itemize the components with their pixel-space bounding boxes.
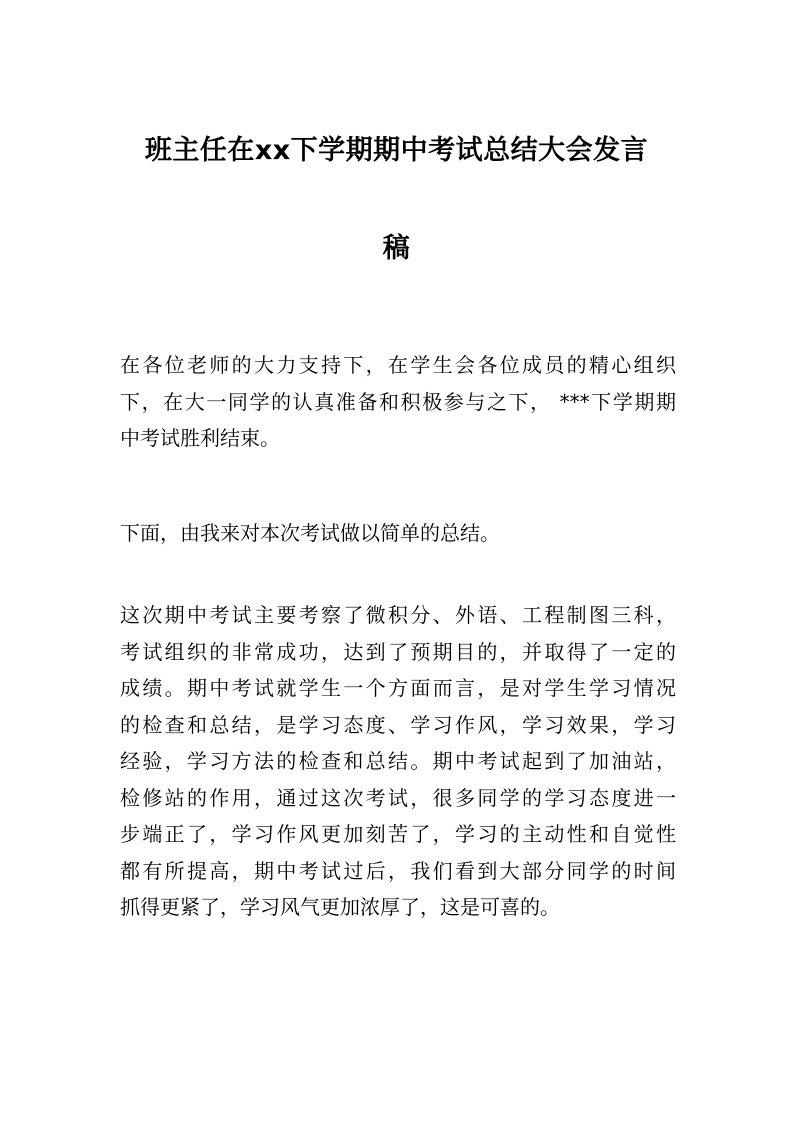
paragraph-intro (120, 347, 676, 457)
paragraph-line: 下面，由我来对本次考试做以简单的总结。 (120, 521, 500, 545)
paragraph-line: 步端正了，学习作风更加刻苦了，学习的主动性和自觉性 (120, 822, 676, 846)
paragraph-line: 都有所提高，期中考试过后，我们看到大部分同学的时间 (120, 858, 676, 883)
paragraph-line: 成绩。期中考试就学生一个方面而言，是对学生学习情况 (120, 676, 676, 700)
paragraph-line: 抓得更紧了，学习风气更加浓厚了，这是可喜的。 (120, 895, 560, 919)
document-title-continued: 稿 (382, 233, 411, 264)
paragraph-line: 检修站的作用，通过这次考试，很多同学的学习态度进一 (120, 785, 676, 810)
paragraph-line: 中考试胜利结束。 (120, 426, 280, 450)
document-title: 班主任在xx下学期期中考试总结大会发言 (144, 135, 649, 166)
paragraph-transition (120, 515, 676, 552)
paragraph-line: 这次期中考试主要考察了微积分、外语、工程制图三科， (120, 603, 676, 627)
paragraph-line: 在各位老师的大力支持下，在学生会各位成员的精心组织 (120, 353, 676, 377)
paragraph-line: 的检查和总结，是学习态度、学习作风，学习效果，学习 (120, 712, 676, 737)
paragraph-line: 经验，学习方法的检查和总结。期中考试起到了加油站， (120, 749, 676, 773)
paragraph-line: 下，在大一同学的认真准备和积极参与之下， ***下学期期 (120, 389, 676, 414)
paragraph-summary (120, 597, 676, 926)
paragraph-line: 考试组织的非常成功，达到了预期目的，并取得了一定的 (120, 639, 676, 664)
